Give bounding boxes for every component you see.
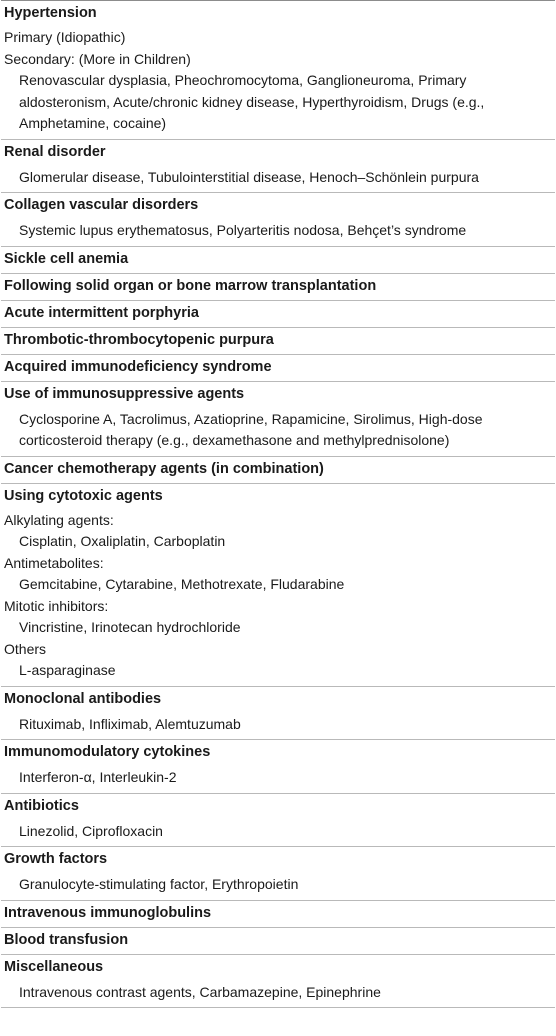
section-body (1, 27, 555, 139)
section-detail-line: Systemic lupus erythematosus, Polyarteritis nodosa, Behçet’s syndrome (19, 222, 467, 238)
section-body (1, 874, 555, 900)
section-detail-line: Interferon-α, Interleukin-2 (19, 769, 177, 785)
section-heading: Thrombotic-thrombocytopenic purpura (4, 331, 274, 348)
section-heading: Acute intermittent porphyria (4, 304, 199, 321)
table-section (1, 193, 555, 247)
table-section (1, 1, 555, 140)
section-body (1, 714, 555, 740)
section-body (1, 220, 555, 246)
section-detail-line: Cisplatin, Oxaliplatin, Carboplatin (19, 533, 226, 549)
section-subheading-line: Antimetabolites: (4, 554, 104, 571)
section-body (1, 167, 555, 193)
section-subheading-line: Others (4, 640, 47, 657)
section-heading: Antibiotics (4, 797, 79, 814)
section-body (1, 409, 555, 456)
section-detail-line: Intravenous contrast agents, Carbamazepine, Epinephrine (19, 983, 381, 1000)
table-section (1, 955, 555, 1009)
section-body (1, 821, 555, 847)
table-section (1, 928, 555, 955)
section-heading: Collagen vascular disorders (4, 197, 199, 213)
section-heading: Acquired immunodeficiency syndrome (4, 358, 272, 375)
section-detail-line: Glomerular disease, Tubulointerstitial disease, Henoch–Schönlein purpura (19, 168, 479, 185)
table-section (1, 794, 555, 848)
table-section (1, 901, 555, 928)
section-body (1, 767, 555, 793)
table-section (1, 740, 555, 794)
section-detail-line: Renovascular dysplasia, Pheochromocytoma, Ganglioneuroma, Primary aldosteronism, Acute/chronic kidney disease, Hyperthyroidism, Drugs (e.g., Amphetamine, cocaine) (19, 72, 485, 131)
table-section (1, 301, 555, 328)
table-section (1, 355, 555, 382)
section-heading: Using cytotoxic agents (4, 487, 163, 504)
section-heading: Immunomodulatory cytokines (4, 744, 211, 760)
section-detail-line: Vincristine, Irinotecan hydrochloride (19, 619, 241, 635)
section-heading: Hypertension (4, 5, 97, 21)
section-heading: Monoclonal antibodies (4, 690, 162, 707)
section-subheading-line: Primary (Idiopathic) (4, 29, 126, 45)
section-heading: Use of immunosuppressive agents (4, 385, 245, 402)
section-heading: Sickle cell anemia (4, 250, 129, 267)
table-section (1, 847, 555, 901)
section-heading: Cancer chemotherapy agents (in combination) (4, 460, 324, 477)
section-subheading-line: Secondary: (More in Children) (4, 50, 191, 67)
section-detail-line: Granulocyte-stimulating factor, Erythropoietin (19, 876, 299, 892)
section-heading: Miscellaneous (4, 958, 104, 975)
section-heading: Blood transfusion (4, 931, 129, 948)
section-detail-line: Rituximab, Infliximab, Alemtuzumab (19, 715, 241, 732)
section-heading: Renal disorder (4, 143, 106, 160)
section-detail-line: Cyclosporine A, Tacrolimus, Azatioprine, Rapamicine, Sirolimus, High-dose corticosteroid therapy (e.g., dexamethasone and methylprednisolone) (19, 410, 483, 448)
section-heading: Following solid organ or bone marrow transplantation (4, 277, 377, 294)
section-subheading-line: Alkylating agents: (4, 511, 114, 528)
section-detail-line: Linezolid, Ciprofloxacin (19, 822, 163, 839)
section-heading: Growth factors (4, 851, 108, 867)
section-detail-line: L-asparaginase (19, 662, 116, 678)
section-detail-line: Gemcitabine, Cytarabine, Methotrexate, Fludarabine (19, 576, 345, 592)
section-subheading-line: Mitotic inhibitors: (4, 597, 109, 614)
table-section (1, 140, 555, 194)
table-section (1, 274, 555, 301)
table-section (1, 328, 555, 355)
section-body (1, 982, 555, 1008)
table-section (1, 484, 555, 687)
section-body (1, 510, 555, 686)
table-section (1, 457, 555, 484)
table-section (1, 687, 555, 741)
table-section (1, 382, 555, 457)
table-section (1, 247, 555, 274)
section-heading: Intravenous immunoglobulins (4, 904, 212, 921)
etiology-table (1, 0, 555, 1008)
